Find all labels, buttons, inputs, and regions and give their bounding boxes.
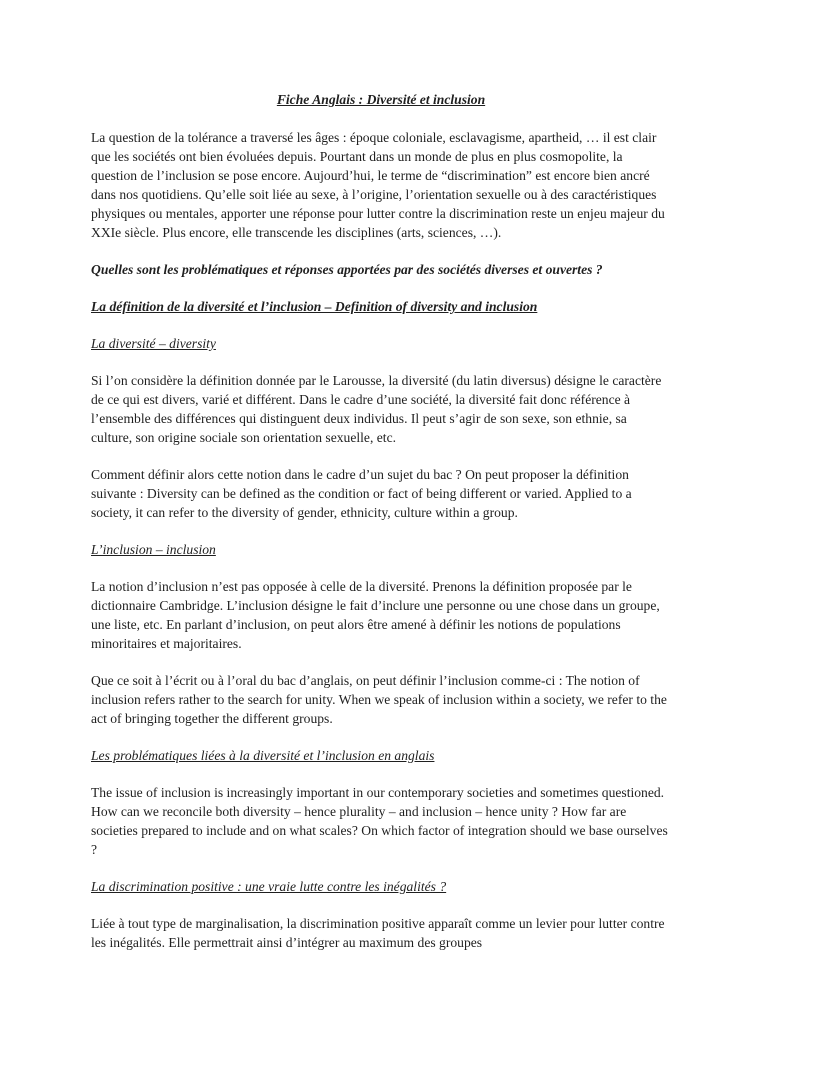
inclusion-paragraph-2: Que ce soit à l’écrit ou à l’oral du bac d’anglais, on peut définir l’inclusion comme-ci : The notion of inclusion refers rather to the search for unity. When we speak of inclusion within a society, we refer to the act of bringing together the different groups.	[91, 673, 667, 726]
inclusion-paragraph-1: La notion d’inclusion n’est pas opposée à celle de la diversité. Prenons la définition proposée par le dictionnaire Cambridge. L’inclusion désigne le fait d’inclure une personne ou une chose dans un groupe, une liste, etc. En parlant d’inclusion, on peut alors être amené à définir les notions de populations minoritaires et majoritaires.	[91, 579, 660, 651]
diversity-paragraph-2: Comment définir alors cette notion dans le cadre d’un sujet du bac ? On peut proposer la définition suivante : Diversity can be defined as the condition or fact of being different or varied. Applied to a society, it can refer to the diversity of gender, ethnicity, culture within a group.	[91, 467, 632, 520]
problematics-paragraph: The issue of inclusion is increasingly important in our contemporary societies and sometimes questioned. How can we reconcile both diversity – hence plurality – and inclusion – hence unity ? How far are societies prepared to include and on what scales? On which factor of integration should we base ourselves ?	[91, 785, 668, 857]
document-page	[91, 90, 671, 970]
intro-paragraph: La question de la tolérance a traversé les âges : époque coloniale, esclavagisme, apartheid, … il est clair que les sociétés ont bien évoluées depuis. Pourtant dans un monde de plus en plus cosmopolite, la question de l’inclusion se pose encore. Aujourd’hui, le terme de “discrimination” est encore bien ancré dans nos quotidiens. Qu’elle soit liée au sexe, à l’origine, l’orientation sexuelle ou à des caractéristiques physiques ou mentales, apporter une réponse pour lutter contre la discrimination reste un enjeu majeur du XXIe siècle. Plus encore, elle transcende les disciplines (arts, sciences, …).	[91, 130, 665, 240]
subheading-problematics: Les problématiques liées à la diversité et l’inclusion en anglais	[91, 748, 435, 763]
subheading-positive-discrimination: La discrimination positive : une vraie lutte contre les inégalités ?	[91, 879, 447, 894]
section-heading-definition: La définition de la diversité et l’inclusion – Definition of diversity and inclusion	[91, 299, 538, 314]
diversity-paragraph-1: Si l’on considère la définition donnée par le Larousse, la diversité (du latin diversus) désigne le caractère de ce qui est divers, varié et différent. Dans le cadre d’une société, la diversité fait donc référence à l’ensemble des différences qui distinguent deux individus. Il peut s’agir de son sexe, son ethnie, sa culture, son origine sociale son orientation sexuelle, etc.	[91, 373, 662, 445]
subheading-inclusion: L’inclusion – inclusion	[91, 542, 216, 557]
positive-discrimination-paragraph: Liée à tout type de marginalisation, la discrimination positive apparaît comme un levier pour lutter contre les inégalités. Elle permettrait ainsi d’intégrer au maximum des groupes	[91, 916, 665, 950]
subheading-diversity: La diversité – diversity	[91, 336, 216, 351]
document-title: Fiche Anglais : Diversité et inclusion	[276, 92, 486, 107]
central-question: Quelles sont les problématiques et réponses apportées par des sociétés diverses et ouvertes ?	[91, 262, 603, 277]
